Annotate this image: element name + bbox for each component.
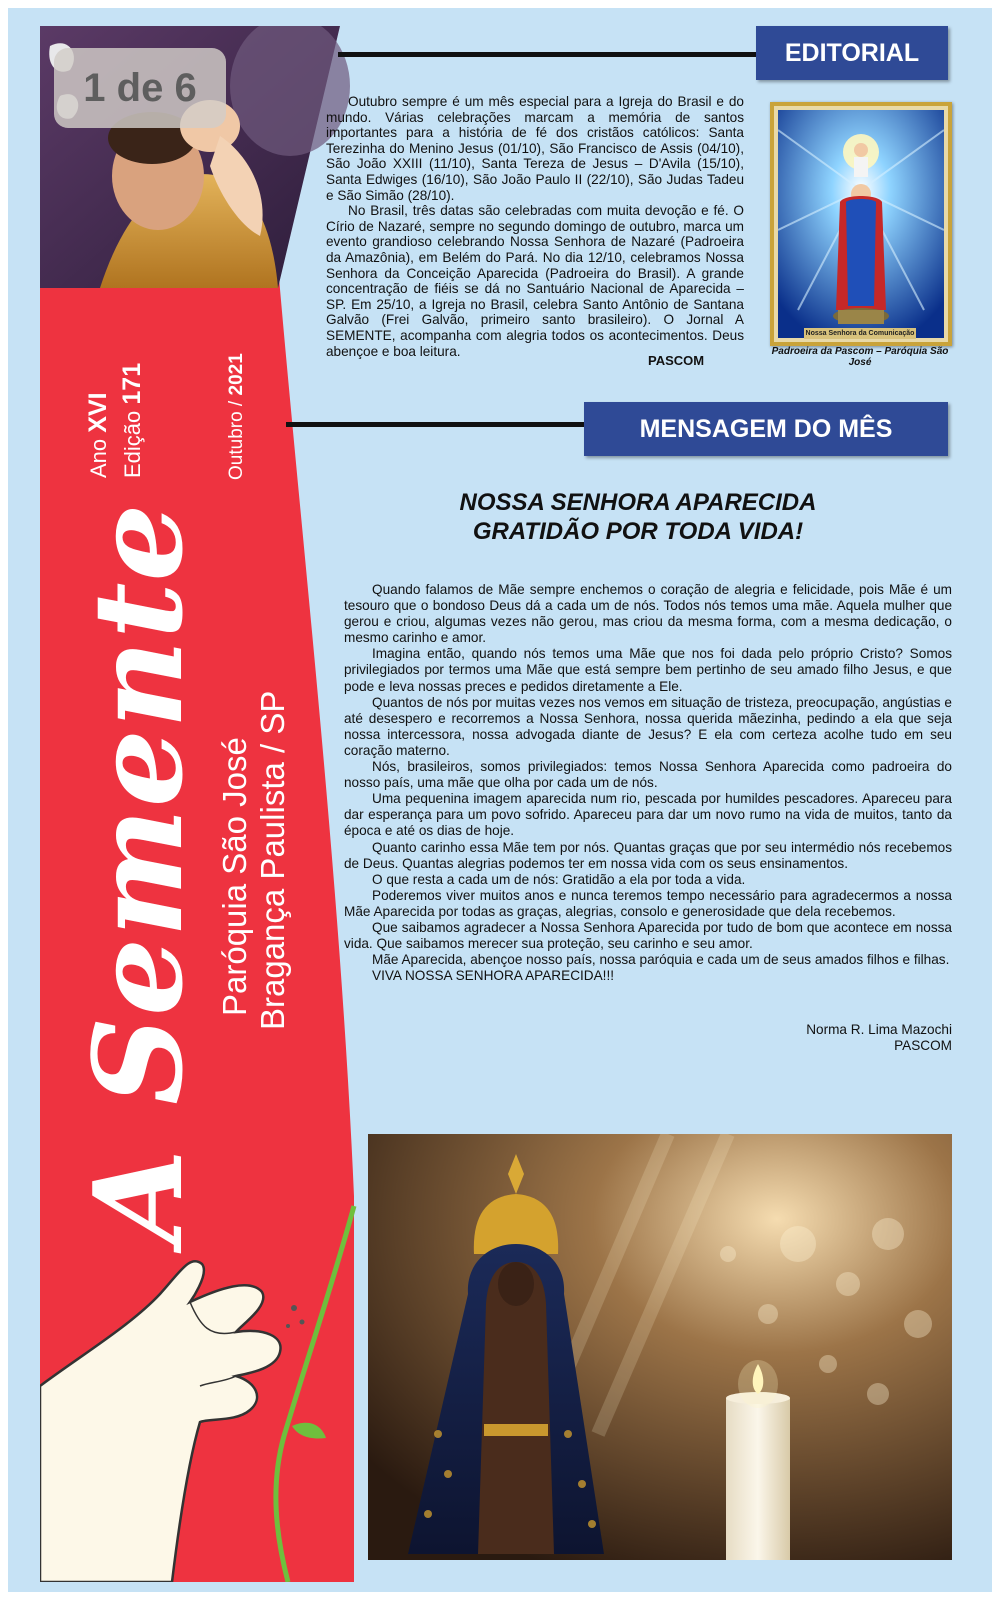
parish-name: Paróquia São José: [216, 737, 253, 1016]
editorial-header-text: EDITORIAL: [784, 38, 920, 67]
saint-icon-label: Nossa Senhora da Comunicação: [805, 330, 915, 337]
mensagem-paragraph: Nós, brasileiros, somos privilegiados: temos Nossa Senhora Aparecida como padroeira do nosso país, uma mãe que olha por cada um de nós.: [344, 759, 952, 791]
cover-sidebar: [40, 26, 360, 1582]
mensagem-title-line1: NOSSA SENHORA APARECIDA: [459, 489, 817, 516]
mensagem-body: [344, 582, 952, 984]
editorial-rule: [338, 52, 760, 57]
saint-icon-caption: Padroeira da Pascom – Paróquia São José: [771, 346, 949, 368]
date-month: Outubro /: [226, 395, 247, 480]
mensagem-header: [584, 402, 948, 456]
mensagem-author: [768, 1022, 952, 1054]
edicao-label: Edição: [120, 404, 145, 478]
mensagem-paragraph: O que resta a cada um de nós: Gratidão a ela por toda a vida.: [372, 871, 746, 887]
ano-label: Ano: [86, 432, 111, 478]
mensagem-paragraph: Mãe Aparecida, abençoe nosso país, nossa paróquia e cada um de seus amados filhos e filhas.: [372, 952, 950, 968]
author-name: Norma R. Lima Mazochi: [806, 1022, 952, 1037]
author-group: PASCOM: [894, 1038, 952, 1053]
mensagem-header-text: MENSAGEM DO MÊS: [639, 414, 893, 443]
page-indicator-text: 1 de 6: [83, 65, 197, 110]
aparecida-photo: [368, 1134, 952, 1560]
mensagem-paragraph: Poderemos viver muitos anos e nunca teremos tempo necessário para agradecermos a nossa Mãe Aparecida por todas as graças, alegrias, consolo e generosidade que dela recebemos.: [344, 887, 952, 919]
editorial-signature: PASCOM: [648, 353, 705, 368]
editorial-body: [326, 94, 744, 359]
mensagem-title: [408, 488, 868, 546]
issue-edition: [118, 363, 147, 478]
issue-date: [226, 353, 248, 480]
issue-year: [84, 392, 113, 478]
newspaper-page: [8, 8, 992, 1592]
mensagem-title-line2: GRATIDÃO POR TODA VIDA!: [472, 518, 804, 545]
newspaper-title: A Semente: [66, 502, 210, 1244]
mensagem-paragraph: Imagina então, quando nós temos uma Mãe que nos foi dada pelo próprio Cristo? Somos privilegiados por termos uma Mãe que está sempre bem pertinho de seu amado filho Jesus, e que pode e leva nossas preces e pedidos diretamente a Ele.: [344, 646, 952, 694]
page-indicator: [54, 48, 226, 128]
mensagem-paragraph: Quanto carinho essa Mãe tem por nós. Quantas graças que por seu intermédio nós recebemos de Deus. Quantas alegrias podemos ter em nossa vida com os seus ensinamentos.: [344, 839, 952, 871]
mensagem-paragraph: Uma pequenina imagem aparecida num rio, pescada por humildes pescadores. Apareceu para dar esperança para um povo sofrido. Apareceu para dar um novo rumo na vida de muitos, tanto da época e até os dias de hoje.: [344, 791, 952, 839]
date-year: 2021: [226, 353, 247, 396]
parish-city: Bragança Paulista / SP: [254, 690, 291, 1030]
saint-icon-image: [770, 102, 952, 346]
editorial-paragraph: Outubro sempre é um mês especial para a Igreja do Brasil e do mundo. Várias celebrações marcam a memória de santos importantes para a história de fé dos cristãos católicos: Santa Terezinha do Menino Jesus (01/10), São Francisco de Assis (04/10), São João XXIII (11/10), Santa Tereza de Jesus – D'Avila (15/10), Santa Edwiges (16/10), São João Paulo II (22/10), São Judas Tadeu e São Simão (28/10).: [326, 94, 744, 203]
mensagem-paragraph: VIVA NOSSA SENHORA APARECIDA!!!: [372, 968, 614, 984]
saint-icon-illustration: [778, 110, 944, 338]
editorial-paragraph: No Brasil, três datas são celebradas com muita devoção e fé. O Círio de Nazaré, sempre no segundo domingo de outubro, marca um evento grandioso celebrando Nossa Senhora de Nazaré (Padroeira da Amazônia), em Belém do Pará. No dia 12/10, celebramos Nossa Senhora da Conceição Aparecida (Padroeira do Brasil). A grande concentração de fiéis se dá no Santuário Nacional de Aparecida – SP. Em 25/10, a Igreja no Brasil, celebra Santo Antônio de Santana Galvão (Frei Galvão, primeiro santo brasileiro). O Jornal A SEMENTE, acompanha com alegria todos os acontecimentos. Deus abençoe e boa leitura.: [326, 203, 744, 359]
mensagem-paragraph: Que saibamos agradecer a Nossa Senhora Aparecida por tudo de bom que acontece em nossa vida. Que saibamos merecer sua proteção, seu carinho e seu amor.: [344, 919, 952, 952]
editorial-header: [756, 26, 948, 80]
ano-value: XVI: [84, 392, 112, 433]
mensagem-paragraph: Quando falamos de Mãe sempre enchemos o coração de alegria e felicidade, pois Mãe é um tesouro que o bondoso Deus dá a cada um de nós. Todos nós temos uma mãe. Aquela mulher que gerou e criou, algumas vezes não gerou, mas criou da mesma forma, com a mesma dedicação, o mesmo carinho e amor.: [344, 582, 952, 646]
mensagem-paragraph: Quantos de nós por muitas vezes nos vemos em situação de tristeza, preocupação, angústias e até desespero e recorremos a Nossa Senhora, nossa querida mãezinha, pedindo a ela que seja nossa intercessora, nossa advogada diante de Jesus? E ela com certeza acolhe tudo em seu coração materno.: [344, 694, 952, 758]
edicao-value: 171: [118, 362, 146, 405]
mensagem-rule: [286, 422, 586, 427]
